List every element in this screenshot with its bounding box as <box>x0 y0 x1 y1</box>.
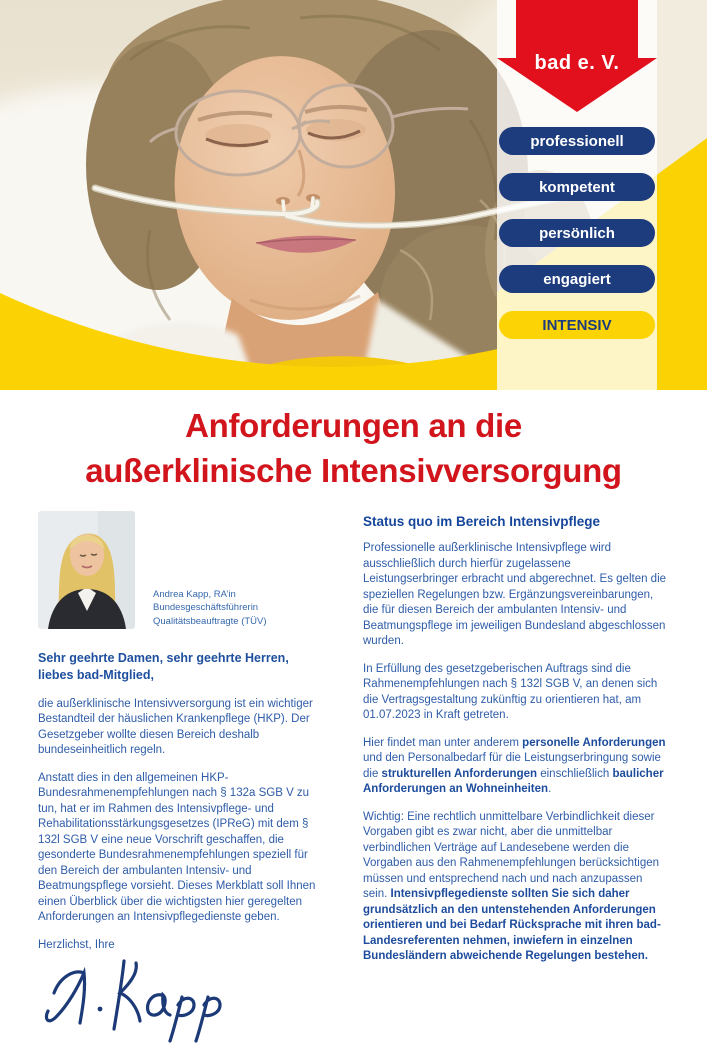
letter-paragraph: die außerklinische Intensivversorgung ist ein wichtiger Bestandteil der häuslichen Krankenpflege (HKP). Der Gesetzgeber wollte diesen Bereich deshalb bundeseinheitlich regeln. <box>38 697 313 756</box>
page-title-line2: außerklinische Intensivversorgung <box>85 452 622 489</box>
author-caption-role1: Bundesgeschäftsführerin <box>153 602 259 614</box>
body-text: Wichtig: Eine rechtlich unmittelbare Verbindlichkeit dieser Vorgaben gibt es zwar nicht, aber die unmittelbar verbindlichen Verträge auf Landesebene werden die Vorgaben aus den Rahmenempfehlungen berücksichtigen müssen und entsprechend nach und nach anzupassen sein. <box>363 810 660 900</box>
author-caption-name: Andrea Kapp, RA’in <box>153 588 236 600</box>
letter-column <box>38 511 330 1050</box>
status-paragraph <box>363 541 669 650</box>
body-text: Professionelle außerklinische Intensivpflege wird ausschließlich durch hierfür zugelassene Leistungserbringer erbracht und abgerechnet. Es gelten die speziellen Regelungen bzw. Ergänzungsvereinbarungen, die für diesen Bereich der ambulanten Intensiv- und Beatmungspflege im jeweiligen Bundesland abgeschlossen wurden. <box>363 542 667 647</box>
author-caption-role2: Qualitätsbeauftragte (TÜV) <box>153 615 267 627</box>
salutation <box>38 650 330 685</box>
emphasized-text: baulicher Anforderungen an Wohneinheiten <box>363 767 664 795</box>
body-text: In Erfüllung des gesetzgeberischen Auftrags sind die Rahmenempfehlungen nach § 132l SGB V, an denen sich die Vertragsgestaltung zukünftig zu orientieren hat, am 01.07.2023 in Kraft getreten. <box>363 662 658 721</box>
status-paragraph <box>363 736 669 798</box>
header-banner <box>0 0 707 390</box>
body-text: einschließlich <box>537 767 613 780</box>
pill-intensiv: INTENSIV <box>499 311 655 339</box>
content-columns <box>0 511 707 1050</box>
page-title <box>0 403 707 493</box>
status-paragraph <box>363 810 669 965</box>
body-text: Hier findet man unter anderem <box>363 736 523 749</box>
brand-logo-text: bad e. V. <box>534 52 620 74</box>
brand-pill-list <box>499 127 655 357</box>
body-text: . <box>548 783 552 795</box>
brand-sidebar <box>497 0 657 390</box>
status-column <box>363 511 669 1050</box>
status-heading: Status quo im Bereich Intensivpflege <box>363 514 601 529</box>
emphasized-text: strukturellen Anforderungen <box>381 767 538 780</box>
body-text: und den Personalbedarf für die Leistungserbringung sowie die <box>363 752 661 780</box>
author-block <box>38 511 330 629</box>
pill-engagiert: engagiert <box>499 265 655 293</box>
letter-paragraph: Anstatt dies in den allgemeinen HKP-Bundesrahmenempfehlungen nach § 132a SGB V zu tun, hat er im Rahmen des Intensivpflege- und Rehabilitationsstärkungsgesetzes (IPReG) mit dem § 132l SGB V eine neue Vorschrift geschaffen, die gesonderte Bundesrahmenempfehlungen speziell für den Bereich der ambulanten Intensiv- und Beatmungspflege vorsieht. Dieses Merkblatt soll Ihnen einen Überblick über die wichtigsten hier geregelten Anforderungen an Intensivpflegedienste geben. <box>38 771 316 923</box>
emphasized-text: personelle Anforderungen <box>522 736 666 749</box>
emphasized-text: Intensivpflegedienste sollten Sie sich daher grundsätzlich an den untenstehenden Anforderungen orientieren und bei Bedarf Rücksprache mit ihren bad-Landesreferenten nehmen, inwiefern in einzelnen Bundesländern abweichende Regelungen bestehen. <box>363 888 661 962</box>
page-title-line1: Anforderungen an die <box>185 407 522 444</box>
author-caption <box>153 588 267 629</box>
pill-professionell: professionell <box>499 127 655 155</box>
salutation-line2: liebes bad-Mitglied, <box>38 668 154 683</box>
letter-body <box>38 697 330 926</box>
status-body <box>363 541 669 965</box>
author-portrait <box>38 511 135 629</box>
status-paragraph <box>363 662 669 724</box>
pill-kompetent: kompetent <box>499 173 655 201</box>
salutation-line1: Sehr geehrte Damen, sehr geehrte Herren, <box>38 651 289 665</box>
signature-image <box>40 953 330 1050</box>
pill-persoenlich: persönlich <box>499 219 655 247</box>
closing-line: Herzlichst, Ihre <box>38 938 115 951</box>
